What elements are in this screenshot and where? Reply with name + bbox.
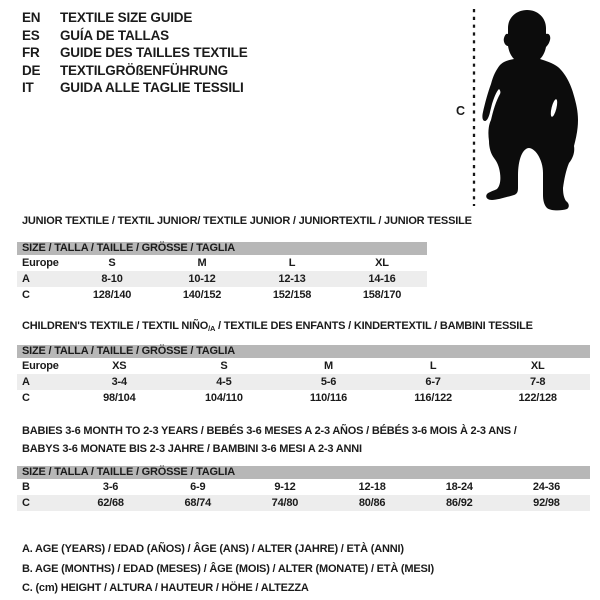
size-cell: XS	[112, 360, 127, 372]
age-cell: 7-8	[530, 376, 546, 388]
language-code: FR	[22, 45, 40, 61]
age-cell: 8-10	[101, 273, 123, 285]
babies-section-title	[22, 423, 517, 458]
children-size-table	[17, 345, 590, 406]
size-header-band: SIZE / TALLA / TAILLE / GRÖSSE / TAGLIA	[17, 345, 590, 358]
language-code: ES	[22, 27, 40, 43]
age-cell: 18-24	[445, 481, 473, 493]
height-cell: 86/92	[446, 497, 473, 509]
age-cell: 10-12	[188, 273, 216, 285]
language-row-fr	[22, 44, 248, 62]
footnote-age-months: B. AGE (MONTHS) / EDAD (MESES) / ÂGE (MOIS) / ALTER (MONATE) / ETÀ (MESI)	[22, 562, 434, 575]
height-cell: 98/104	[103, 392, 136, 404]
height-cell: 116/122	[414, 392, 452, 404]
language-title: TEXTILE SIZE GUIDE	[60, 10, 193, 25]
language-title: TEXTILGRÖßENFÜHRUNG	[60, 62, 228, 78]
babies-size-table	[17, 466, 590, 511]
language-row-it	[22, 79, 248, 97]
footnote-height-cm: C. (cm) HEIGHT / ALTURA / HAUTEUR / HÖHE / ALTEZZA	[22, 582, 309, 594]
age-cell: 24-36	[532, 481, 561, 493]
size-cell: XL	[375, 257, 389, 269]
size-cell: S	[220, 360, 228, 372]
junior-section-title: JUNIOR TEXTILE / TEXTIL JUNIOR/ TEXTILE JUNIOR / JUNIORTEXTIL / JUNIOR TESSILE	[22, 215, 472, 227]
babies-title-line2: BABYS 3-6 MONATE BIS 2-3 JAHRE / BAMBINI 3-6 MESI A 2-3 ANNI	[22, 442, 362, 455]
row-label: C	[22, 392, 30, 404]
height-cell: 74/80	[271, 497, 299, 509]
row-label: B	[22, 481, 30, 493]
children-section-title	[22, 320, 533, 332]
height-cell: 152/158	[272, 289, 312, 301]
table-row-height	[17, 287, 427, 303]
language-code: EN	[22, 10, 41, 25]
baby-height-figure	[450, 0, 600, 215]
language-code: IT	[22, 80, 34, 96]
height-cell: 122/128	[518, 392, 557, 404]
children-title-suffix: / TEXTILE DES ENFANTS / KINDERTEXTIL / BAMBINI TESSILE	[215, 320, 533, 332]
children-title-prefix: CHILDREN'S TEXTILE / TEXTIL NIÑO	[22, 320, 209, 332]
row-label: Europe	[22, 257, 59, 269]
age-cell: 6-7	[425, 376, 441, 388]
age-cell: 9-12	[274, 481, 296, 493]
age-cell: 4-5	[216, 376, 232, 388]
size-cell: L	[429, 360, 437, 372]
baby-silhouette-graphic	[450, 0, 600, 215]
junior-size-table	[17, 242, 427, 303]
height-cell: 110/116	[309, 392, 348, 404]
height-cell: 128/140	[92, 289, 132, 301]
table-row-age	[17, 271, 427, 287]
footnote-age-years: A. AGE (YEARS) / EDAD (AÑOS) / ÂGE (ANS) / ALTER (JAHRE) / ETÀ (ANNI)	[22, 543, 404, 555]
height-cell: 68/74	[184, 497, 212, 509]
height-measure-label: C	[456, 104, 465, 118]
table-row-age	[17, 374, 590, 390]
height-cell: 158/170	[362, 289, 402, 301]
size-cell: L	[288, 257, 296, 269]
row-label: A	[22, 376, 30, 388]
language-title-list	[22, 9, 248, 97]
size-header-band: SIZE / TALLA / TAILLE / GRÖSSE / TAGLIA	[17, 242, 427, 255]
table-row-europe	[17, 358, 590, 374]
height-cell: 80/86	[358, 497, 386, 509]
age-cell: 14-16	[368, 273, 396, 285]
height-cell: 92/98	[533, 497, 560, 509]
age-cell: 12-13	[278, 273, 306, 285]
table-row-europe	[17, 255, 427, 271]
table-row-height	[17, 495, 590, 511]
age-cell: 3-4	[111, 376, 127, 388]
age-cell: 12-18	[358, 481, 386, 493]
language-row-es	[22, 27, 248, 45]
height-cell: 62/68	[97, 497, 124, 509]
language-code: DE	[22, 62, 41, 78]
row-label: C	[22, 289, 30, 301]
height-cell: 104/110	[205, 392, 243, 404]
language-title: GUIDE DES TAILLES TEXTILE	[60, 45, 248, 61]
size-cell: M	[324, 360, 333, 372]
language-title: GUIDA ALLE TAGLIE TESSILI	[60, 80, 244, 96]
size-cell: S	[108, 257, 116, 269]
row-label: C	[22, 497, 30, 509]
table-row-height	[17, 390, 590, 406]
table-row-age-months	[17, 479, 590, 495]
row-label: A	[22, 273, 30, 285]
age-cell: 3-6	[102, 481, 119, 493]
size-header-band: SIZE / TALLA / TAILLE / GRÖSSE / TAGLIA	[17, 466, 590, 479]
size-cell: M	[197, 257, 207, 269]
language-row-en	[22, 9, 248, 27]
children-title-subscript: /A	[208, 324, 216, 333]
language-row-de	[22, 62, 248, 80]
size-cell: XL	[530, 360, 545, 372]
age-cell: 5-6	[320, 376, 337, 388]
height-cell: 140/152	[182, 289, 222, 301]
legend-footnotes	[22, 540, 434, 599]
age-cell: 6-9	[190, 481, 206, 493]
language-title: GUÍA DE TALLAS	[60, 27, 169, 43]
babies-title-line1: BABIES 3-6 MONTH TO 2-3 YEARS / BEBÉS 3-6 MESES A 2-3 AÑOS / BÉBÉS 3-6 MOIS À 2-3 ANS /	[22, 425, 517, 437]
row-label: Europe	[22, 360, 59, 372]
baby-silhouette	[482, 10, 578, 210]
